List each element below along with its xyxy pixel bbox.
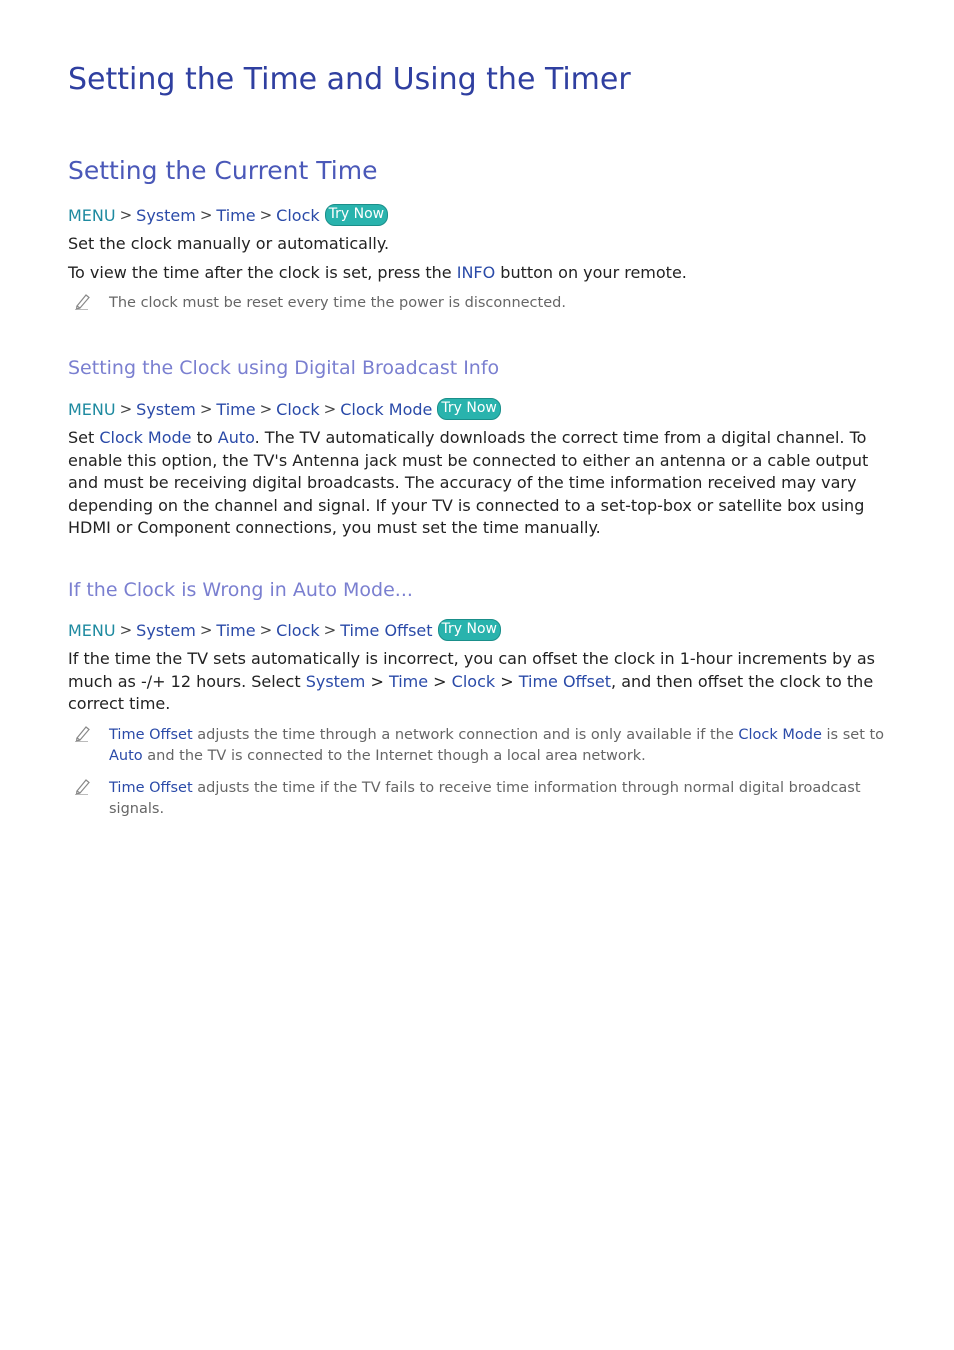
try-now-button[interactable]: Try Now — [437, 398, 500, 420]
pencil-icon — [74, 724, 92, 742]
path-system[interactable]: System — [136, 399, 196, 419]
path-clock-mode[interactable]: Clock Mode — [340, 399, 433, 419]
chevron-right-icon: > — [199, 206, 213, 224]
chevron-right-icon: > — [259, 400, 273, 418]
chevron-right-icon: > — [199, 621, 213, 639]
path-time-offset[interactable]: Time Offset — [340, 620, 433, 640]
section-heading-clock-wrong: If the Clock is Wrong in Auto Mode... — [68, 579, 413, 601]
path-clock[interactable]: Clock — [276, 620, 320, 640]
note-text: Time Offset adjusts the time through a network connection and is only available if the Clock Mode is set to Auto and the TV is connected to the Internet though a local area network. — [109, 727, 885, 764]
chevron-right-icon: > — [259, 621, 273, 639]
try-now-button[interactable]: Try Now — [438, 619, 501, 641]
pencil-icon — [74, 777, 92, 795]
chevron-right-icon: > — [119, 621, 133, 639]
path-time[interactable]: Time — [216, 620, 256, 640]
path-time[interactable]: Time — [216, 205, 256, 225]
paragraph: If the time the TV sets automatically is incorrect, you can offset the clock in 1-hour increments by as much as -/+ 12 hours. Select System > Time > Clock > Time Offset, and then offset the clock to the correct time. — [68, 649, 875, 713]
menu-path-time-offset — [68, 619, 501, 641]
chevron-right-icon: > — [259, 206, 273, 224]
chevron-right-icon: > — [119, 400, 133, 418]
path-menu[interactable]: MENU — [68, 205, 116, 225]
chevron-right-icon: > — [323, 400, 337, 418]
note-text: Time Offset adjusts the time if the TV fails to receive time information through normal digital broadcast signals. — [109, 780, 861, 817]
menu-path-clock-mode — [68, 398, 501, 420]
chevron-right-icon: > — [199, 400, 213, 418]
path-system[interactable]: System — [136, 620, 196, 640]
section-heading-current-time: Setting the Current Time — [68, 156, 378, 185]
chevron-right-icon: > — [323, 621, 337, 639]
path-system[interactable]: System — [136, 205, 196, 225]
note-text: The clock must be reset every time the power is disconnected. — [109, 295, 566, 311]
paragraph: To view the time after the clock is set, press the INFO button on your remote. — [68, 263, 687, 282]
path-clock[interactable]: Clock — [276, 399, 320, 419]
page-title: Setting the Time and Using the Timer — [68, 62, 631, 97]
chevron-right-icon: > — [119, 206, 133, 224]
path-menu[interactable]: MENU — [68, 620, 116, 640]
try-now-button[interactable]: Try Now — [325, 204, 388, 226]
pencil-icon — [74, 292, 92, 310]
paragraph: Set Clock Mode to Auto. The TV automatically downloads the correct time from a digital channel. To enable this option, the TV's Antenna jack must be connected to either an antenna or a cable output and must be receiving digital broadcasts. The accuracy of the time information received may vary depending on the channel and signal. If your TV is connected to a set-top-box or satellite box using HDMI or Component connections, you must set the time manually. — [68, 428, 869, 537]
path-clock[interactable]: Clock — [276, 205, 320, 225]
path-menu[interactable]: MENU — [68, 399, 116, 419]
info-button-ref: INFO — [456, 263, 496, 282]
menu-path-clock — [68, 204, 388, 226]
section-heading-digital-broadcast: Setting the Clock using Digital Broadcast Info — [68, 357, 500, 379]
path-time[interactable]: Time — [216, 399, 256, 419]
paragraph: Set the clock manually or automatically. — [68, 234, 390, 253]
